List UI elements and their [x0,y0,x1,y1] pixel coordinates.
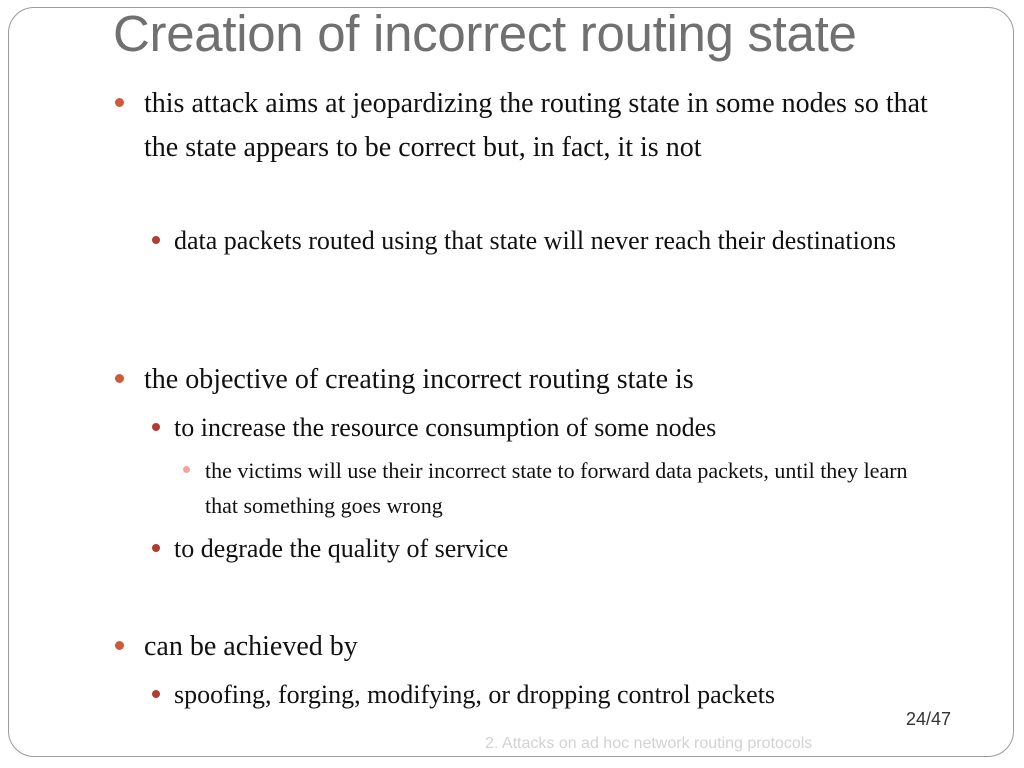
bullet-text: can be achieved by [144,631,358,662]
bullet-dot-icon [183,466,190,473]
bullet-text: spoofing, forging, modifying, or dropping control packets [174,680,776,709]
sub-bullet-item [174,675,954,715]
bullet-dot-icon [152,423,160,431]
page-number: 24/47 [906,709,952,729]
bullet-text: this attack aims at jeopardizing the routing state in some nodes so that the state appears to be correct but, in fact, it is not [144,88,928,163]
bullet-dot-icon [115,374,124,383]
bullet-text: to increase the resource consumption of some nodes [174,413,717,442]
bullet-item [144,82,964,170]
sub-bullet-item [174,529,954,569]
bullet-dot-icon [152,236,160,244]
bullet-dot-icon [152,690,160,698]
bullet-dot-icon [115,98,124,107]
bullet-text: the objective of creating incorrect routing state is [144,364,694,395]
slide-footer: 2. Attacks on ad hoc network routing protocols [485,735,813,752]
slide-title: Creation of incorrect routing state [113,5,857,62]
sub-sub-bullet-item [205,453,935,523]
bullet-text: data packets routed using that state will never reach their destinations [174,226,896,255]
sub-bullet-item [174,221,954,261]
sub-bullet-item [174,408,954,448]
bullet-text: to degrade the quality of service [174,534,509,563]
bullet-text: the victims will use their incorrect state to forward data packets, until they learn that something goes wrong [205,458,908,518]
bullet-item [144,625,964,669]
bullet-dot-icon [115,641,124,650]
bullet-item [144,358,964,402]
bullet-dot-icon [152,544,160,552]
